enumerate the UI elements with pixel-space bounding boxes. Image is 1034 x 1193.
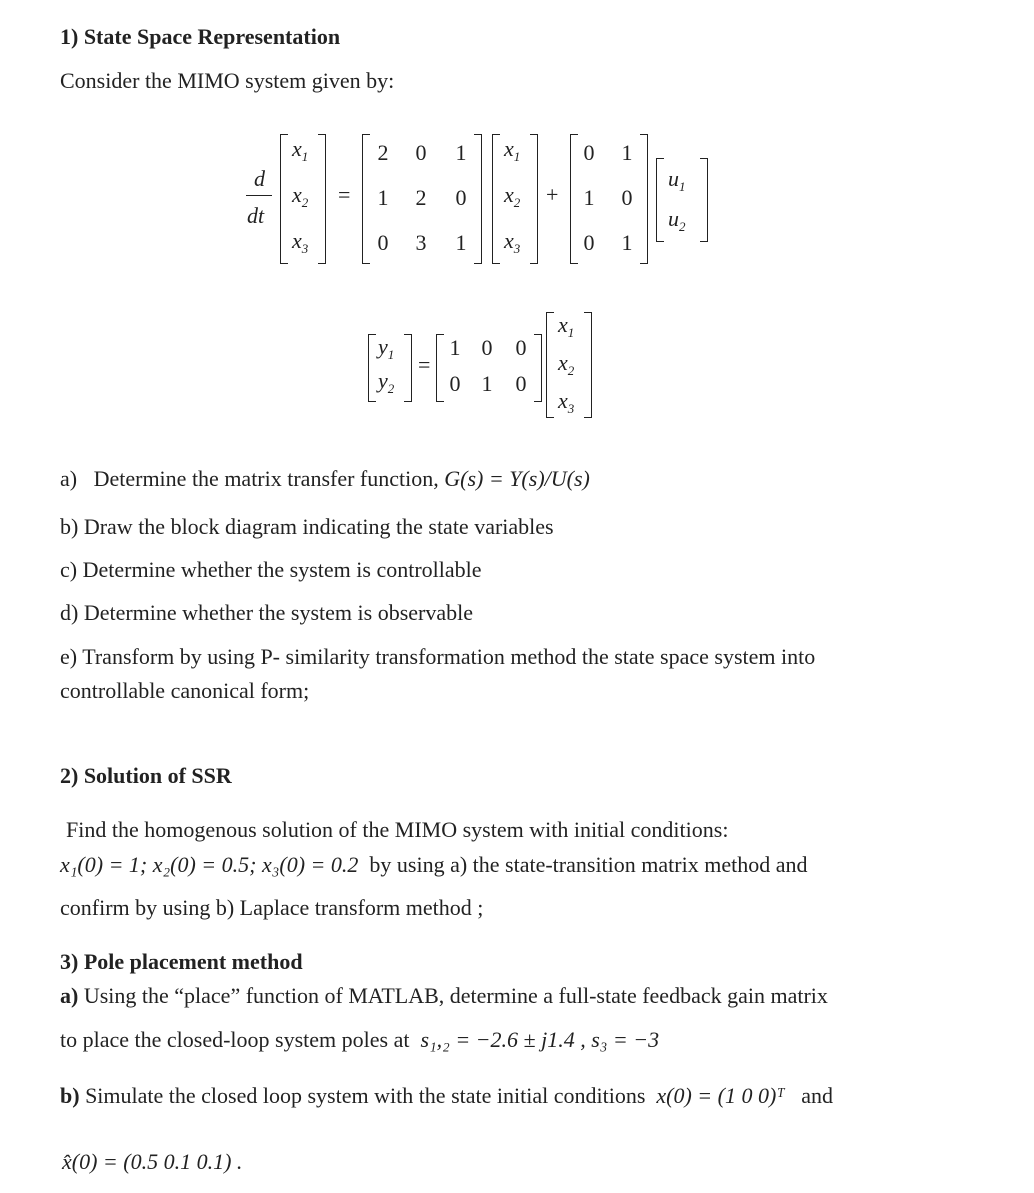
y-vector-right-bracket	[404, 334, 412, 402]
a-cell: 2	[415, 185, 427, 210]
q3-part-a-line2	[60, 1027, 659, 1053]
x2-symbol: $x_2$	[292, 182, 309, 210]
c-matrix-right-bracket	[534, 334, 542, 402]
q2-line2	[60, 852, 807, 878]
q3-heading: 3) Pole placement method	[60, 949, 303, 974]
x-vector-left-bracket	[492, 134, 500, 264]
q2-method-text: by using a) the state-transition matrix method and	[369, 852, 808, 877]
b-cell: 1	[583, 185, 595, 210]
u2-symbol: $u_2$	[668, 206, 686, 234]
c-cell: 0	[481, 335, 493, 360]
part-b: b) Draw the block diagram indicating the state variables	[60, 514, 554, 539]
state-initial-condition: x(0) = (1 0 0)ᵀ	[656, 1083, 785, 1108]
x1-symbol: $x_1$	[558, 312, 575, 340]
y1-symbol: $y_1$	[378, 334, 395, 362]
x2-symbol: $x_2$	[558, 350, 575, 378]
q3-part-a-text2: to place the closed-loop system poles at	[60, 1027, 410, 1052]
b-cell: 1	[621, 140, 633, 165]
a-cell: 0	[377, 230, 389, 255]
x1-symbol: $x_1$	[292, 136, 309, 164]
a-cell: 1	[455, 140, 467, 165]
q3-part-a-text: Using the “place” function of MATLAB, determine a full-state feedback gain matrix	[83, 983, 828, 1008]
x-vector-right-bracket	[584, 312, 592, 418]
x3-symbol: $x_3$	[292, 228, 309, 256]
q3-part-a-label: a)	[60, 983, 79, 1008]
u-vector-left-bracket	[656, 158, 664, 242]
c-cell: 0	[515, 371, 527, 396]
b-cell: 0	[621, 185, 633, 210]
part-c: c) Determine whether the system is controllable	[60, 557, 482, 582]
d-numerator: d	[254, 166, 265, 191]
a-matrix-right-bracket	[474, 134, 482, 264]
part-e-line1: e) Transform by using P- similarity transformation method the state space system into	[60, 644, 816, 669]
transfer-function-formula: G(s) = Y(s)/U(s)	[444, 466, 590, 491]
a-matrix-left-bracket	[362, 134, 370, 264]
a-cell: 3	[415, 230, 427, 255]
b-cell: 0	[583, 230, 595, 255]
b-cell: 0	[583, 140, 595, 165]
u1-symbol: $u_1$	[668, 166, 686, 194]
c-cell: 1	[481, 371, 493, 396]
q2-line1: Find the homogenous solution of the MIMO system with initial conditions:	[66, 817, 729, 842]
q3-part-a-line1	[60, 983, 828, 1009]
b-matrix-right-bracket	[640, 134, 648, 264]
part-a-text: Determine the matrix transfer function,	[93, 466, 439, 491]
dt-denominator: dt	[247, 203, 265, 228]
part-a	[60, 466, 590, 492]
q2-line3: confirm by using b) Laplace transform method ;	[60, 895, 484, 920]
x2-symbol: $x_2$	[504, 182, 521, 210]
initial-conditions: x₁(0) = 1; x₂(0) = 0.5; x₃(0) = 0.2	[60, 852, 359, 877]
x3-symbol: $x_3$	[558, 388, 575, 416]
c-cell: 0	[449, 371, 461, 396]
x-vector-right-bracket	[530, 134, 538, 264]
q3-part-b-label: b)	[60, 1083, 80, 1108]
c-cell: 1	[449, 335, 461, 360]
q2-heading: 2) Solution of SSR	[60, 763, 232, 788]
y2-symbol: $y_2$	[378, 368, 395, 396]
u-vector-right-bracket	[700, 158, 708, 242]
a-cell: 1	[455, 230, 467, 255]
x-vector-left-bracket	[280, 134, 288, 264]
q1-heading: 1) State Space Representation	[60, 24, 341, 49]
observer-initial-condition: x̂(0) = (0.5 0.1 0.1) .	[62, 1149, 243, 1174]
a-cell: 1	[377, 185, 389, 210]
q3-part-b-line1	[60, 1083, 833, 1109]
part-d: d) Determine whether the system is observable	[60, 600, 473, 625]
a-cell: 0	[455, 185, 467, 210]
a-cell: 2	[377, 140, 389, 165]
and-word: and	[801, 1083, 834, 1108]
plus-sign: +	[546, 182, 559, 207]
y-vector-left-bracket	[368, 334, 376, 402]
q3-part-b-line2	[62, 1149, 242, 1175]
x1-symbol: $x_1$	[504, 136, 521, 164]
q1-intro: Consider the MIMO system given by:	[60, 68, 395, 93]
x3-symbol: $x_3$	[504, 228, 521, 256]
desired-poles: s₁,₂ = −2.6 ± j1.4 , s₃ = −3	[420, 1027, 660, 1052]
fraction-bar	[246, 195, 272, 196]
part-e-line2: controllable canonical form;	[60, 678, 310, 703]
equals-sign: =	[338, 182, 351, 207]
part-a-label: a)	[60, 466, 78, 491]
q3-part-b-text: Simulate the closed loop system with the state initial conditions	[85, 1083, 646, 1108]
a-cell: 0	[415, 140, 427, 165]
x-vector-left-bracket	[546, 312, 554, 418]
c-cell: 0	[515, 335, 527, 360]
b-cell: 1	[621, 230, 633, 255]
equals-sign: =	[418, 352, 431, 377]
x-vector-right-bracket	[318, 134, 326, 264]
